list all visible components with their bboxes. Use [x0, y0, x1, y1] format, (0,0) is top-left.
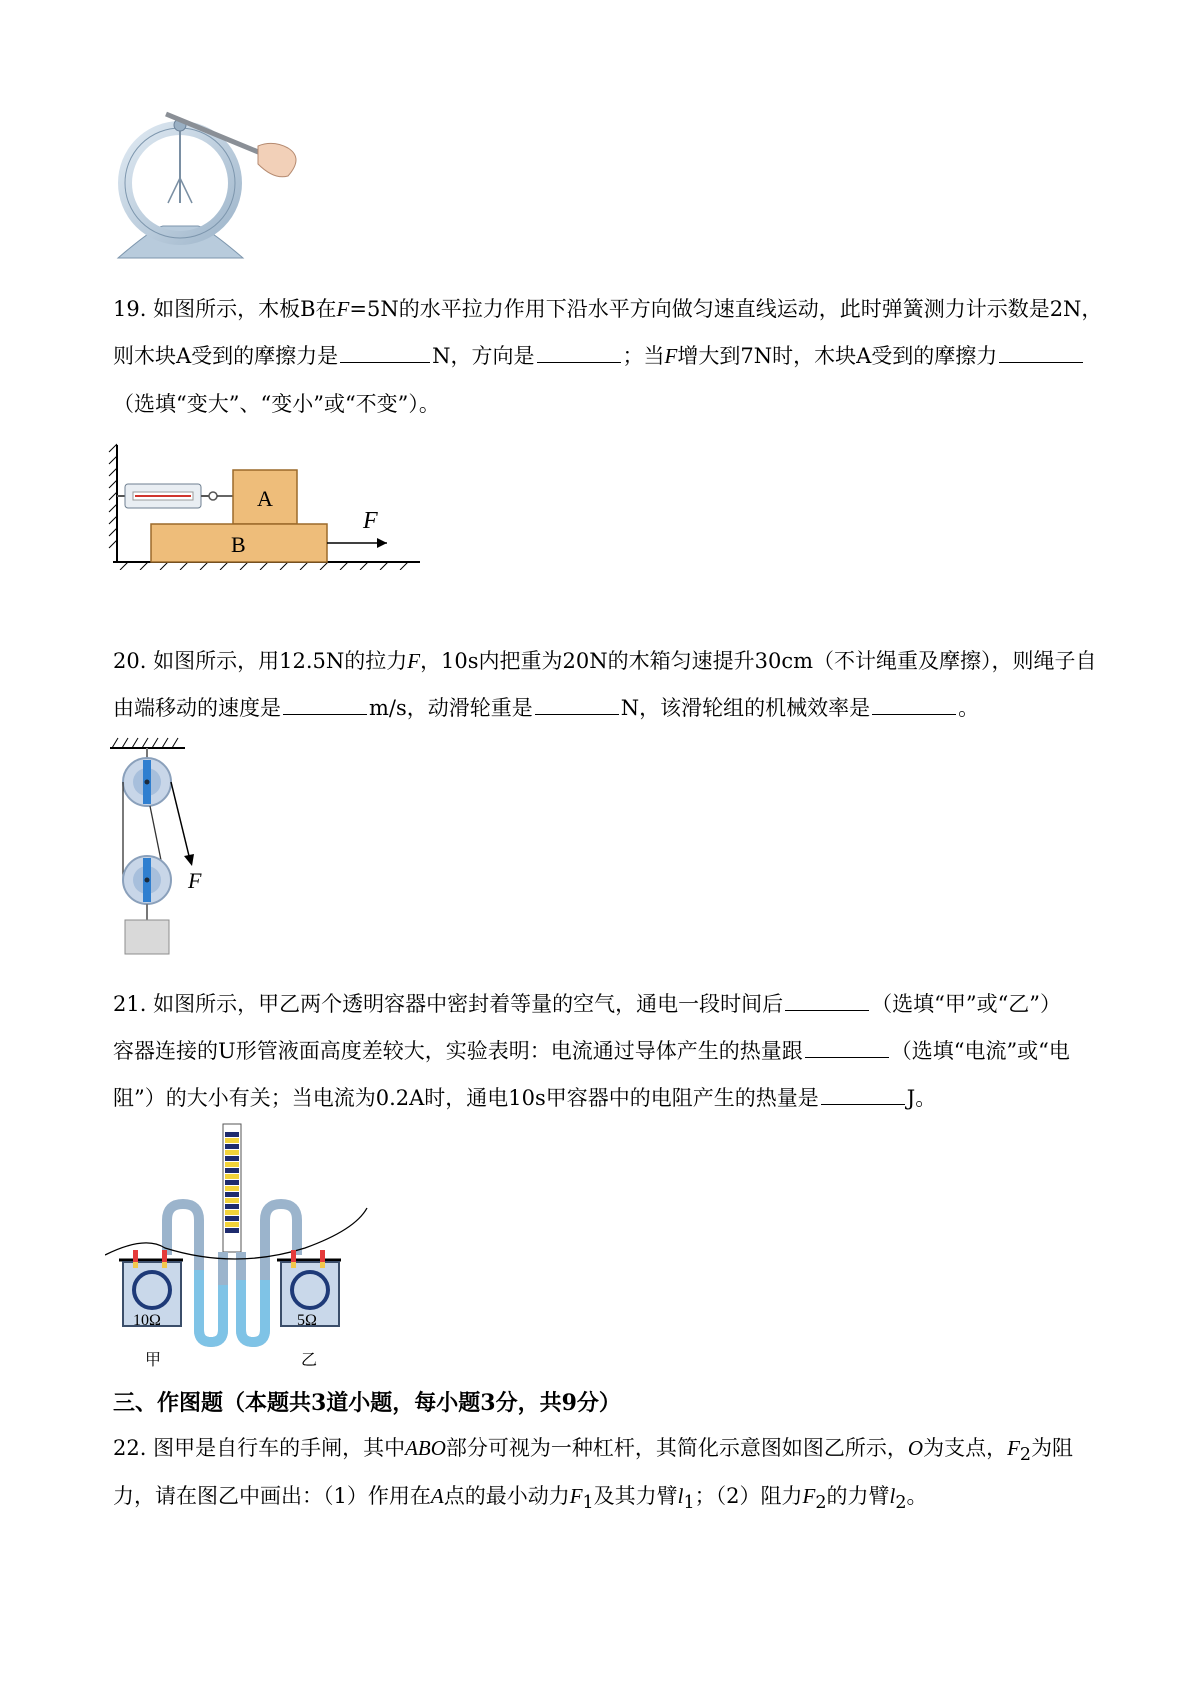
resistor-10-label: 10Ω: [133, 1312, 161, 1329]
container-jia-label: 甲: [145, 1352, 162, 1369]
pulley-figure: [110, 730, 220, 970]
q21-blank-2[interactable]: [805, 1037, 889, 1058]
q21-line3: 阻”）的大小有关；当电流为0.2A时，通电10s甲容器中的电阻产生的热量是 J。: [113, 1086, 937, 1110]
q19-blank-1[interactable]: [340, 342, 430, 363]
q19-line2: 则木块A受到的摩擦力是 N，方向是 ；当F增大到7N时，木块A受到的摩擦力: [113, 342, 1085, 370]
container-yi-label: 乙: [301, 1352, 318, 1369]
label-F: F: [188, 868, 202, 893]
section-heading: 三、作图题（本题共3道小题，每小题3分，共9分）: [113, 1390, 621, 1416]
q20-blank-1[interactable]: [283, 694, 367, 715]
q20-blank-3[interactable]: [872, 694, 956, 715]
q20-blank-2[interactable]: [535, 694, 619, 715]
electroscope-figure: [108, 108, 308, 268]
label-A: A: [257, 486, 273, 511]
q21-line2: 容器连接的U形管液面高度差较大，实验表明：电流通过导体产生的热量跟 （选填“电流”或“电: [113, 1039, 1070, 1063]
joule-heating-figure: [105, 1120, 405, 1370]
label-B: B: [231, 532, 246, 557]
q22-line1: 22. 图甲是自行车的手闸，其中ABO部分可视为一种杠杆，其简化示意图如图乙所示，O为支点，$F_2$为阻: [113, 1436, 1074, 1466]
q22-line2: 力，请在图乙中画出：（1）作用在A点的最小动力$F_1$及其力臂$l_1$；（2）阻力$F_2$的力臂$l_2$。: [113, 1484, 928, 1514]
q20-line2: 由端移动的速度是 m/s，动滑轮重是 N，该滑轮组的机械效率是 。: [113, 696, 980, 720]
q21-blank-1[interactable]: [785, 990, 869, 1011]
q19-blank-2[interactable]: [537, 342, 621, 363]
resistor-5-label: 5Ω: [297, 1312, 317, 1329]
friction-figure: [105, 440, 435, 570]
q19-blank-3[interactable]: [999, 342, 1083, 363]
label-F: F: [363, 508, 378, 534]
q19-line1: 19. 如图所示，木板B在F=5N的水平拉力作用下沿水平方向做匀速直线运动，此时弹簧测力计示数是2N，: [113, 297, 1103, 321]
q21-blank-3[interactable]: [821, 1084, 905, 1105]
q19-line3: （选填“变大”、“变小”或“不变”）。: [113, 392, 440, 416]
q20-line1: 20. 如图所示，用12.5N的拉力F，10s内把重为20N的木箱匀速提升30cm（不计绳重及摩擦），则绳子自: [113, 649, 1097, 673]
q21-line1: 21. 如图所示，甲乙两个透明容器中密封着等量的空气，通电一段时间后 （选填“甲”或“乙”）: [113, 992, 1062, 1016]
